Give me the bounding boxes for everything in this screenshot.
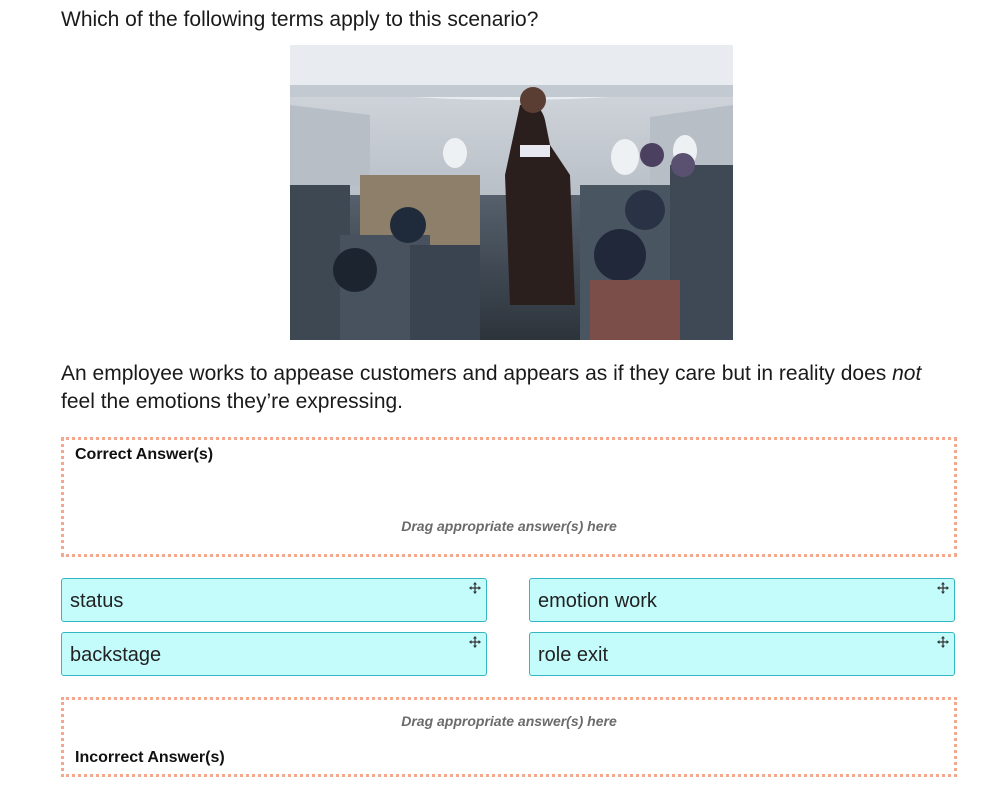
scenario-text [61,360,961,416]
incorrect-answers-title: Incorrect Answer(s) [75,749,225,766]
move-icon[interactable] [469,636,481,648]
incorrect-answers-dropzone[interactable] [61,697,957,777]
question-text: Which of the following terms apply to this scenario? [61,8,539,31]
correct-answers-dropzone[interactable] [61,437,957,557]
move-icon[interactable] [937,582,949,594]
answer-chip-status[interactable] [61,578,487,622]
correct-answers-title: Correct Answer(s) [75,446,214,463]
answer-chip-label: status [70,590,124,612]
answer-chip-backstage[interactable] [61,632,487,676]
answer-chip-emotion-work[interactable] [529,578,955,622]
scenario-text-end: feel the emotions they’re expressing. [61,390,404,413]
answer-chip-label: emotion work [538,590,657,612]
correct-answers-hint: Drag appropriate answer(s) here [401,518,617,534]
answer-chip-label: role exit [538,644,609,666]
scenario-image [290,45,733,340]
move-icon[interactable] [937,636,949,648]
incorrect-answers-hint: Drag appropriate answer(s) here [401,713,617,729]
cabin-photo-illustration [290,45,733,340]
scenario-text-start: An employee works to appease customers and appears as if they care but in reality does [61,362,893,385]
answer-chip-label: backstage [70,644,162,666]
move-icon[interactable] [469,582,481,594]
answer-chip-role-exit[interactable] [529,632,955,676]
scenario-emphasis: not [892,362,922,385]
